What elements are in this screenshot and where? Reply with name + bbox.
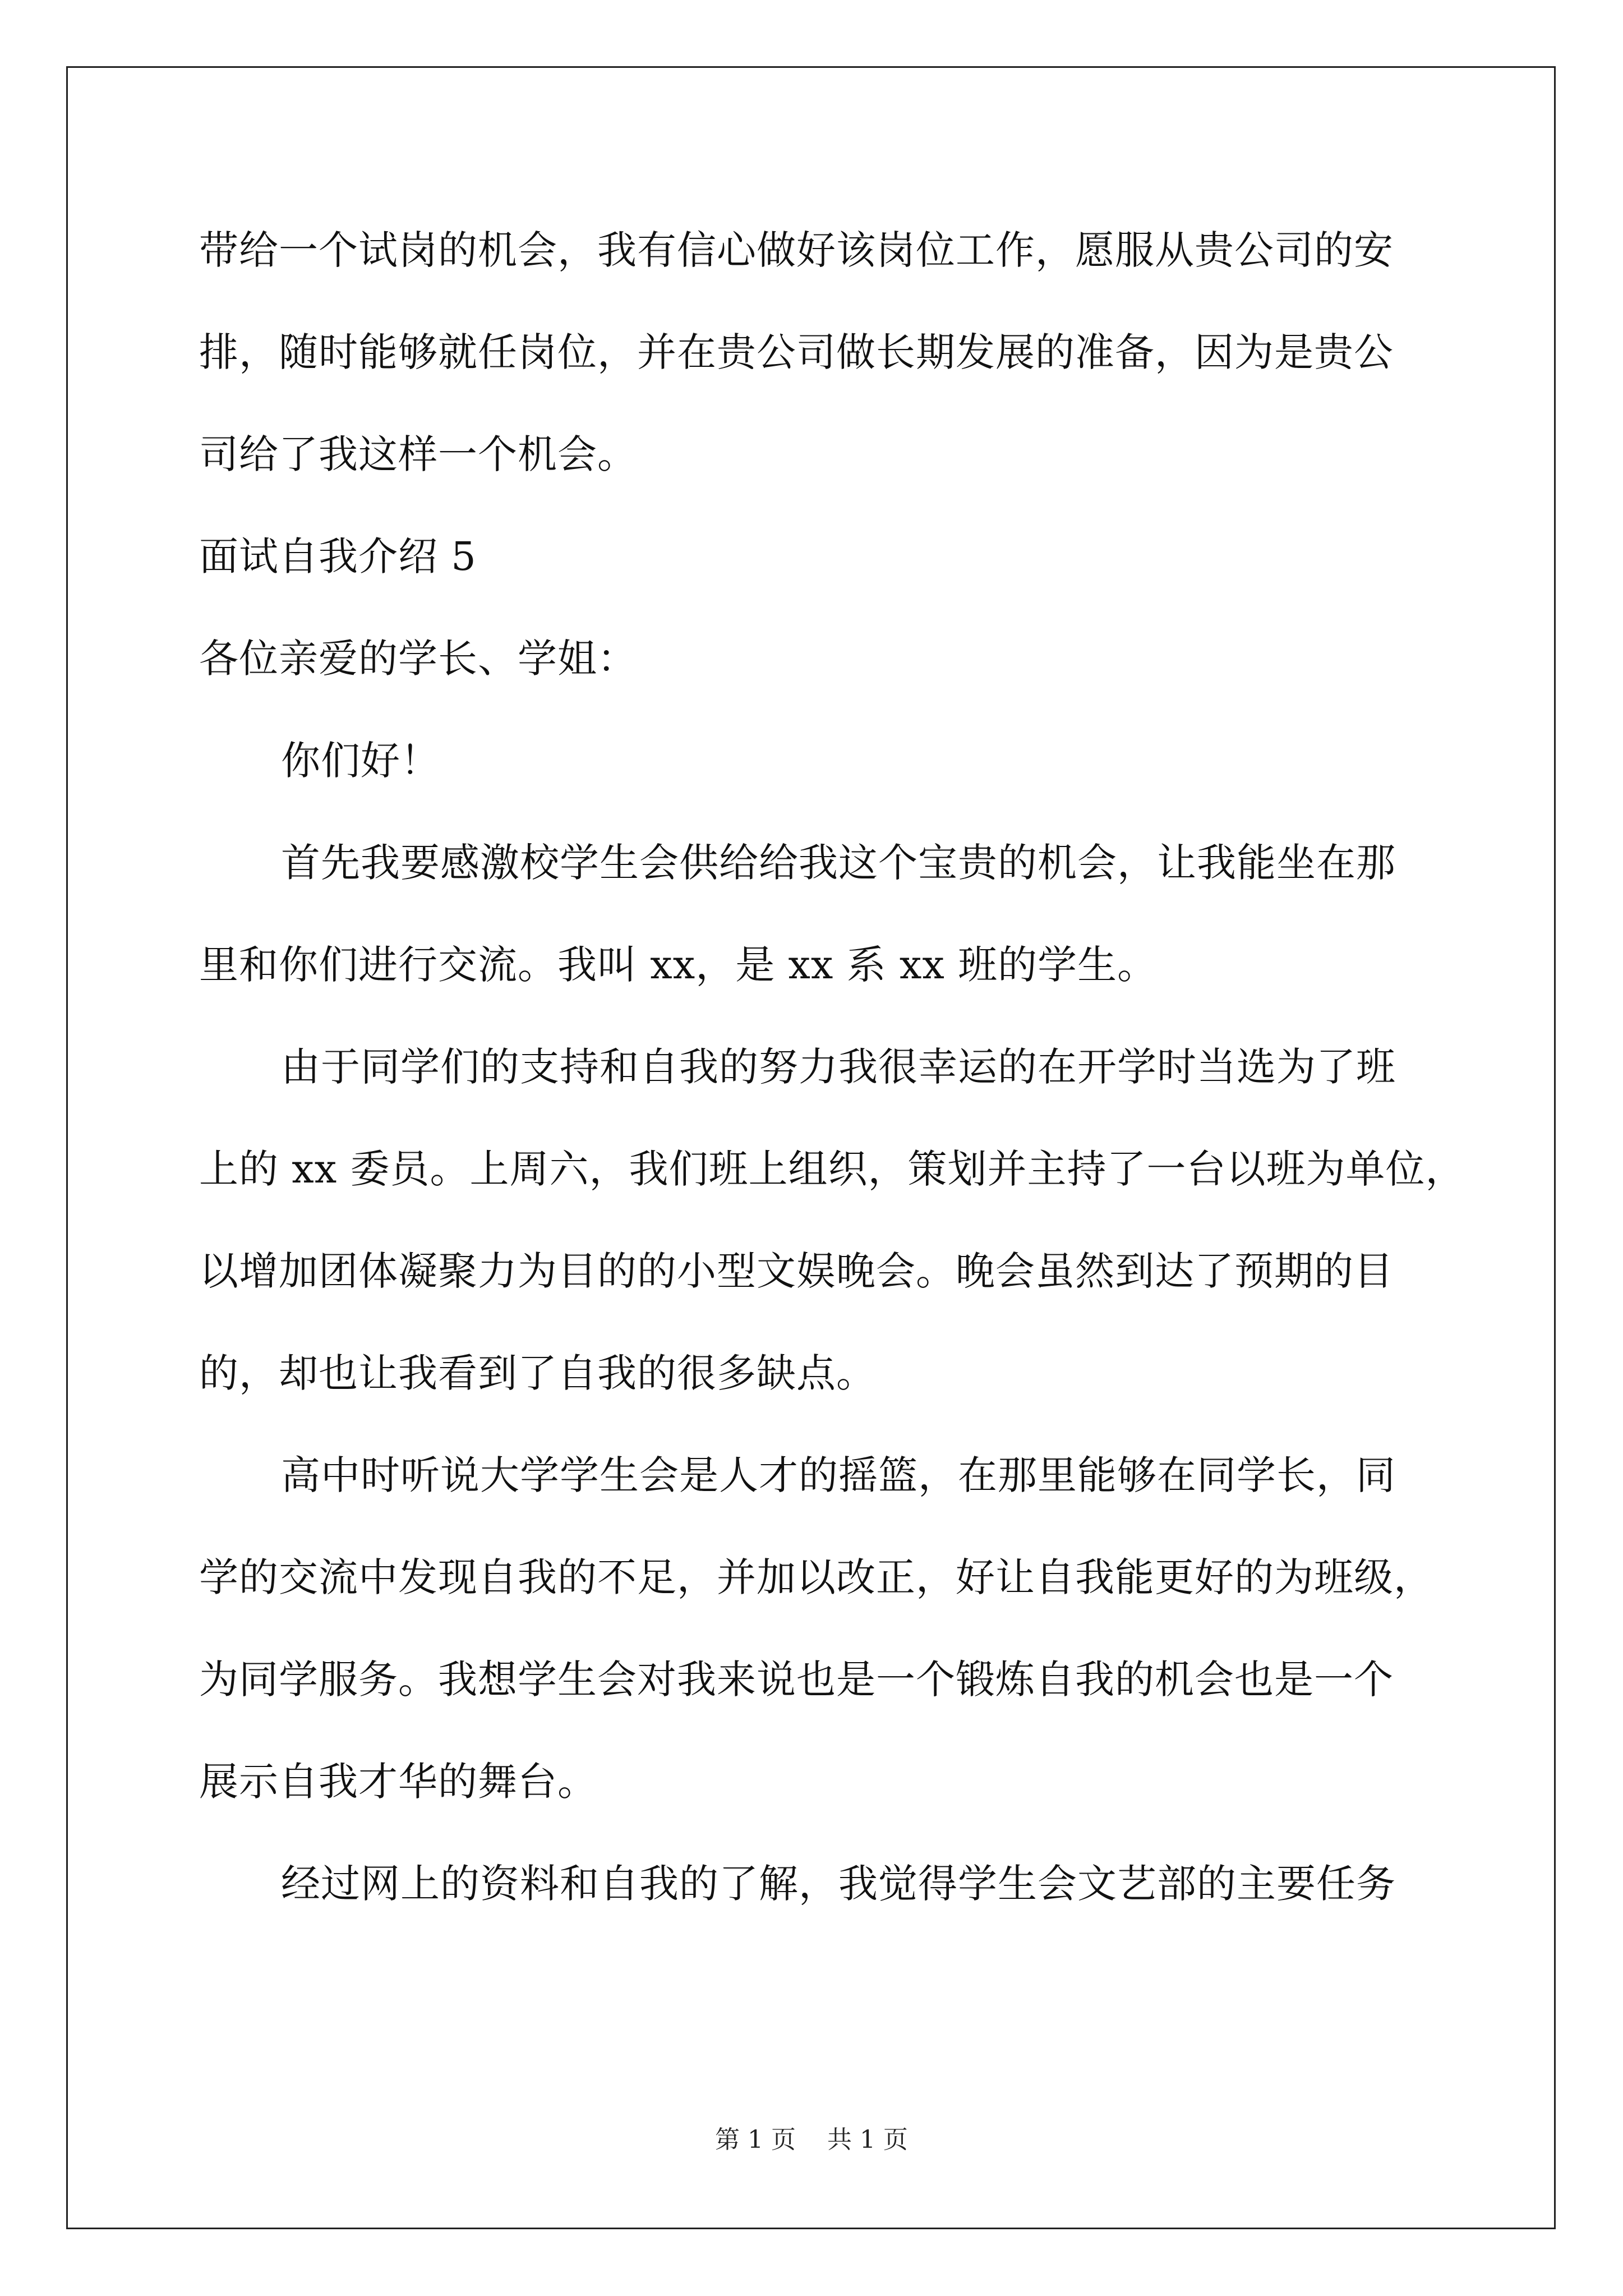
text-line-1: 带给一个试岗的机会，我有信心做好该岗位工作，愿服从贵公司的安 — [199, 227, 1394, 273]
text-line-11: 以增加团体凝聚力为目的的小型文娱晚会。晚会虽然到达了预期的目 — [199, 1248, 1394, 1294]
text-line-15: 为同学服务。我想学生会对我来说也是一个锻炼自我的机会也是一个 — [199, 1657, 1394, 1703]
text-line-10: 上的 xx 委员。上周六，我们班上组织，策划并主持了一台以班为单位， — [199, 1146, 1465, 1192]
text-line-2: 排，随时能够就任岗位，并在贵公司做长期发展的准备，因为是贵公 — [199, 329, 1394, 375]
salutation: 各位亲爱的学长、学姐： — [199, 636, 637, 682]
text-line-8: 里和你们进行交流。我叫 xx，是 xx 系 xx 班的学生。 — [199, 942, 1158, 988]
greeting: 你们好！ — [281, 738, 440, 784]
text-line-7: 首先我要感激校学生会供给给我这个宝贵的机会，让我能坐在那 — [281, 840, 1396, 886]
section-heading: 面试自我介绍 5 — [199, 533, 477, 579]
page-footer: 第 1 页 共 1 页 — [715, 2125, 908, 2154]
text-line-9: 由于同学们的支持和自我的努力我很幸运的在开学时当选为了班 — [281, 1044, 1396, 1090]
text-line-16: 展示自我才华的舞台。 — [199, 1759, 597, 1805]
text-line-13: 高中时听说大学学生会是人才的摇篮，在那里能够在同学长，同 — [281, 1452, 1396, 1498]
text-line-14: 学的交流中发现自我的不足，并加以改正，好让自我能更好的为班级， — [199, 1554, 1433, 1600]
text-line-17: 经过网上的资料和自我的了解，我觉得学生会文艺部的主要任务 — [281, 1861, 1396, 1907]
text-line-3: 司给了我这样一个机会。 — [199, 431, 637, 477]
text-line-12: 的，却也让我看到了自我的很多缺点。 — [199, 1350, 876, 1396]
document-body — [199, 199, 1465, 1935]
